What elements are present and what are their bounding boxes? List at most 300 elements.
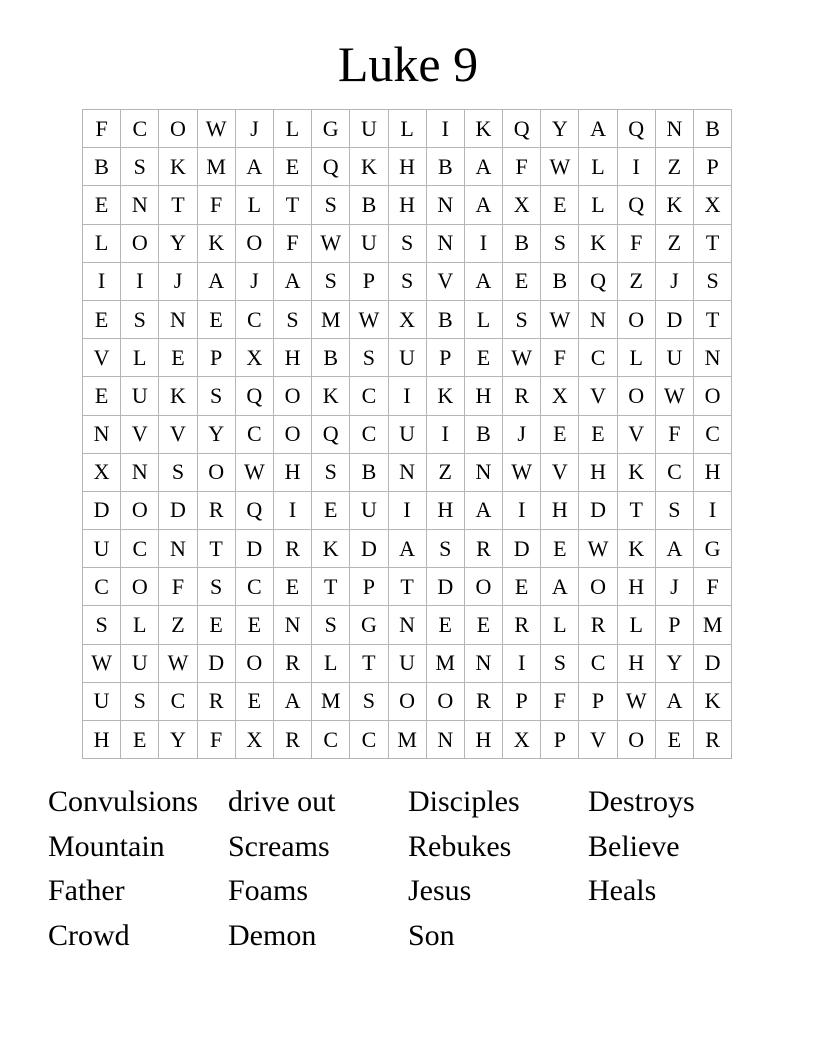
- grid-letter: A: [235, 148, 273, 186]
- grid-letter: D: [694, 644, 732, 682]
- grid-letter: U: [388, 644, 426, 682]
- grid-letter: J: [235, 262, 273, 300]
- grid-row: [83, 300, 732, 338]
- grid-letter: S: [312, 186, 350, 224]
- grid-letter: B: [83, 148, 121, 186]
- grid-letter: U: [83, 682, 121, 720]
- grid-letter: I: [426, 415, 464, 453]
- grid-letter: F: [273, 224, 311, 262]
- grid-letter: S: [312, 453, 350, 491]
- grid-letter: K: [159, 148, 197, 186]
- grid-letter: P: [197, 339, 235, 377]
- grid-letter: L: [312, 644, 350, 682]
- word-list-item: Mountain: [48, 829, 165, 863]
- grid-letter: O: [388, 682, 426, 720]
- grid-letter: N: [464, 644, 502, 682]
- grid-letter: W: [350, 300, 388, 338]
- grid-letter: H: [273, 453, 311, 491]
- grid-letter: L: [464, 300, 502, 338]
- grid-letter: I: [388, 377, 426, 415]
- grid-letter: E: [121, 721, 159, 759]
- grid-letter: A: [273, 682, 311, 720]
- grid-row: [83, 606, 732, 644]
- grid-letter: O: [235, 644, 273, 682]
- grid-letter: I: [694, 491, 732, 529]
- word-list-row: [48, 869, 768, 914]
- grid-letter: O: [617, 721, 655, 759]
- grid-letter: O: [121, 491, 159, 529]
- grid-letter: Z: [159, 606, 197, 644]
- grid-letter: F: [159, 568, 197, 606]
- grid-letter: C: [350, 415, 388, 453]
- grid-letter: O: [694, 377, 732, 415]
- grid-letter: W: [541, 148, 579, 186]
- grid-letter: E: [579, 415, 617, 453]
- grid-letter: R: [579, 606, 617, 644]
- grid-letter: P: [350, 568, 388, 606]
- grid-letter: L: [579, 148, 617, 186]
- grid-letter: Q: [503, 110, 541, 148]
- word-list-row: [48, 780, 768, 825]
- grid-letter: M: [197, 148, 235, 186]
- grid-row: [83, 377, 732, 415]
- grid-letter: A: [464, 186, 502, 224]
- grid-letter: F: [503, 148, 541, 186]
- grid-letter: B: [694, 110, 732, 148]
- grid-letter: A: [273, 262, 311, 300]
- grid-letter: X: [503, 721, 541, 759]
- grid-letter: C: [121, 110, 159, 148]
- word-list-item: Demon: [228, 918, 317, 952]
- grid-letter: O: [617, 377, 655, 415]
- grid-letter: E: [235, 606, 273, 644]
- grid-letter: S: [426, 530, 464, 568]
- grid-letter: L: [617, 339, 655, 377]
- grid-letter: C: [235, 300, 273, 338]
- grid-letter: G: [350, 606, 388, 644]
- grid-row: [83, 110, 732, 148]
- grid-letter: L: [579, 186, 617, 224]
- grid-row: [83, 491, 732, 529]
- grid-letter: J: [159, 262, 197, 300]
- word-list-item: Jesus: [408, 874, 472, 908]
- grid-letter: E: [312, 491, 350, 529]
- grid-letter: W: [541, 300, 579, 338]
- word-list-item: Father: [48, 874, 125, 908]
- grid-letter: N: [426, 186, 464, 224]
- grid-letter: P: [503, 682, 541, 720]
- grid-letter: W: [655, 377, 693, 415]
- grid-letter: U: [388, 339, 426, 377]
- grid-letter: H: [541, 491, 579, 529]
- grid-letter: P: [350, 262, 388, 300]
- grid-letter: Y: [541, 110, 579, 148]
- grid-letter: V: [579, 377, 617, 415]
- word-list-row: [48, 825, 768, 870]
- grid-letter: F: [83, 110, 121, 148]
- grid-letter: E: [273, 568, 311, 606]
- grid-letter: B: [426, 148, 464, 186]
- grid-letter: X: [235, 339, 273, 377]
- grid-letter: N: [426, 224, 464, 262]
- grid-letter: H: [464, 377, 502, 415]
- grid-letter: S: [121, 682, 159, 720]
- grid-letter: N: [273, 606, 311, 644]
- grid-letter: R: [273, 721, 311, 759]
- grid-letter: K: [655, 186, 693, 224]
- grid-letter: K: [426, 377, 464, 415]
- grid-letter: F: [694, 568, 732, 606]
- grid-letter: E: [464, 606, 502, 644]
- grid-letter: R: [197, 491, 235, 529]
- grid-letter: W: [159, 644, 197, 682]
- grid-letter: B: [350, 186, 388, 224]
- grid-letter: Q: [617, 186, 655, 224]
- grid-letter: J: [655, 568, 693, 606]
- grid-letter: E: [83, 300, 121, 338]
- grid-letter: Y: [159, 224, 197, 262]
- grid-letter: U: [350, 224, 388, 262]
- grid-letter: A: [464, 262, 502, 300]
- grid-letter: D: [83, 491, 121, 529]
- grid-letter: O: [121, 224, 159, 262]
- grid-letter: E: [541, 186, 579, 224]
- word-list-item: Convulsions: [48, 785, 199, 819]
- grid-letter: B: [541, 262, 579, 300]
- grid-letter: K: [617, 453, 655, 491]
- grid-letter: Q: [235, 491, 273, 529]
- grid-letter: S: [350, 682, 388, 720]
- grid-letter: Z: [655, 224, 693, 262]
- grid-letter: U: [121, 644, 159, 682]
- grid-letter: F: [541, 339, 579, 377]
- grid-letter: A: [464, 491, 502, 529]
- grid-letter: J: [655, 262, 693, 300]
- grid-letter: W: [503, 339, 541, 377]
- grid-letter: T: [312, 568, 350, 606]
- grid-letter: E: [426, 606, 464, 644]
- grid-letter: S: [694, 262, 732, 300]
- grid-letter: Z: [655, 148, 693, 186]
- grid-letter: D: [503, 530, 541, 568]
- grid-letter: L: [617, 606, 655, 644]
- grid-letter: K: [694, 682, 732, 720]
- grid-letter: M: [426, 644, 464, 682]
- grid-letter: K: [159, 377, 197, 415]
- grid-letter: B: [464, 415, 502, 453]
- grid-letter: O: [235, 224, 273, 262]
- grid-row: [83, 568, 732, 606]
- grid-letter: C: [235, 568, 273, 606]
- grid-letter: E: [655, 721, 693, 759]
- grid-letter: I: [121, 262, 159, 300]
- grid-letter: A: [541, 568, 579, 606]
- grid-letter: E: [197, 300, 235, 338]
- grid-letter: H: [273, 339, 311, 377]
- grid-letter: C: [159, 682, 197, 720]
- grid-row: [83, 339, 732, 377]
- grid-letter: E: [159, 339, 197, 377]
- grid-letter: D: [197, 644, 235, 682]
- grid-letter: U: [83, 530, 121, 568]
- grid-letter: N: [388, 606, 426, 644]
- word-list-row: [48, 914, 768, 959]
- grid-letter: A: [464, 148, 502, 186]
- grid-letter: V: [541, 453, 579, 491]
- grid-letter: E: [541, 415, 579, 453]
- grid-letter: Q: [617, 110, 655, 148]
- word-list-item: Disciples: [408, 785, 520, 819]
- grid-letter: A: [197, 262, 235, 300]
- grid-letter: D: [655, 300, 693, 338]
- grid-letter: S: [350, 339, 388, 377]
- grid-letter: O: [197, 453, 235, 491]
- grid-letter: H: [426, 491, 464, 529]
- grid-letter: U: [350, 110, 388, 148]
- grid-letter: N: [655, 110, 693, 148]
- grid-letter: C: [312, 721, 350, 759]
- grid-letter: H: [617, 568, 655, 606]
- grid-letter: L: [235, 186, 273, 224]
- grid-letter: G: [694, 530, 732, 568]
- grid-letter: O: [273, 377, 311, 415]
- grid-letter: R: [197, 682, 235, 720]
- grid-letter: R: [273, 644, 311, 682]
- grid-letter: P: [426, 339, 464, 377]
- grid-letter: C: [350, 377, 388, 415]
- grid-letter: D: [350, 530, 388, 568]
- grid-letter: S: [655, 491, 693, 529]
- grid-letter: R: [503, 606, 541, 644]
- grid-letter: T: [694, 224, 732, 262]
- grid-row: [83, 721, 732, 759]
- grid-letter: I: [617, 148, 655, 186]
- grid-letter: N: [121, 453, 159, 491]
- grid-letter: U: [350, 491, 388, 529]
- word-list-item: Crowd: [48, 918, 130, 952]
- grid-letter: K: [312, 377, 350, 415]
- grid-letter: X: [503, 186, 541, 224]
- grid-letter: E: [197, 606, 235, 644]
- grid-letter: S: [121, 300, 159, 338]
- grid-letter: T: [273, 186, 311, 224]
- grid-letter: N: [426, 721, 464, 759]
- grid-letter: I: [273, 491, 311, 529]
- grid-letter: L: [273, 110, 311, 148]
- grid-letter: D: [235, 530, 273, 568]
- grid-letter: S: [388, 224, 426, 262]
- grid-letter: H: [388, 148, 426, 186]
- grid-letter: A: [388, 530, 426, 568]
- grid-letter: S: [312, 262, 350, 300]
- grid-letter: E: [273, 148, 311, 186]
- grid-letter: N: [121, 186, 159, 224]
- grid-letter: V: [617, 415, 655, 453]
- word-list-item: drive out: [228, 785, 336, 819]
- grid-letter: R: [273, 530, 311, 568]
- grid-letter: V: [121, 415, 159, 453]
- grid-row: [83, 224, 732, 262]
- grid-letter: L: [388, 110, 426, 148]
- grid-letter: C: [694, 415, 732, 453]
- grid-letter: D: [579, 491, 617, 529]
- grid-letter: C: [655, 453, 693, 491]
- grid-letter: P: [541, 721, 579, 759]
- grid-letter: K: [350, 148, 388, 186]
- word-list-item: Destroys: [588, 785, 695, 819]
- grid-letter: I: [83, 262, 121, 300]
- grid-row: [83, 453, 732, 491]
- grid-letter: E: [464, 339, 502, 377]
- grid-letter: K: [617, 530, 655, 568]
- word-list-item: Son: [408, 918, 455, 952]
- grid-row: [83, 682, 732, 720]
- grid-letter: E: [503, 262, 541, 300]
- grid-letter: P: [579, 682, 617, 720]
- word-list-item: Screams: [228, 829, 330, 863]
- grid-letter: U: [655, 339, 693, 377]
- grid-letter: O: [273, 415, 311, 453]
- grid-letter: T: [617, 491, 655, 529]
- grid-letter: D: [159, 491, 197, 529]
- grid-letter: W: [235, 453, 273, 491]
- word-list: [48, 780, 768, 958]
- grid-letter: U: [388, 415, 426, 453]
- grid-letter: I: [388, 491, 426, 529]
- grid-letter: J: [235, 110, 273, 148]
- grid-letter: Q: [579, 262, 617, 300]
- grid-letter: F: [197, 721, 235, 759]
- grid-letter: C: [235, 415, 273, 453]
- grid-letter: R: [464, 530, 502, 568]
- grid-letter: S: [197, 568, 235, 606]
- grid-letter: S: [503, 300, 541, 338]
- grid-letter: C: [579, 339, 617, 377]
- grid-letter: S: [273, 300, 311, 338]
- grid-row: [83, 262, 732, 300]
- page-title: Luke 9: [337, 36, 479, 92]
- grid-letter: S: [312, 606, 350, 644]
- grid-letter: M: [312, 300, 350, 338]
- grid-letter: W: [617, 682, 655, 720]
- grid-letter: L: [541, 606, 579, 644]
- grid-letter: L: [121, 339, 159, 377]
- grid-letter: A: [579, 110, 617, 148]
- grid-letter: W: [197, 110, 235, 148]
- grid-letter: T: [159, 186, 197, 224]
- grid-letter: Q: [312, 415, 350, 453]
- grid-letter: N: [464, 453, 502, 491]
- grid-letter: P: [694, 148, 732, 186]
- grid-letter: K: [579, 224, 617, 262]
- grid-letter: V: [83, 339, 121, 377]
- grid-letter: X: [694, 186, 732, 224]
- grid-letter: F: [197, 186, 235, 224]
- grid-letter: H: [388, 186, 426, 224]
- grid-letter: I: [464, 224, 502, 262]
- grid-letter: T: [694, 300, 732, 338]
- grid-letter: B: [312, 339, 350, 377]
- grid-letter: S: [159, 453, 197, 491]
- grid-row: [83, 415, 732, 453]
- grid-letter: N: [159, 300, 197, 338]
- grid-letter: B: [503, 224, 541, 262]
- grid-letter: M: [388, 721, 426, 759]
- grid-letter: E: [83, 186, 121, 224]
- grid-letter: W: [312, 224, 350, 262]
- grid-letter: K: [312, 530, 350, 568]
- grid-letter: V: [159, 415, 197, 453]
- grid-letter: O: [121, 568, 159, 606]
- grid-letter: K: [464, 110, 502, 148]
- grid-letter: S: [197, 377, 235, 415]
- grid-letter: A: [655, 530, 693, 568]
- grid-letter: Y: [159, 721, 197, 759]
- grid-letter: O: [464, 568, 502, 606]
- grid-letter: E: [503, 568, 541, 606]
- grid-letter: E: [83, 377, 121, 415]
- grid-letter: N: [579, 300, 617, 338]
- grid-letter: N: [159, 530, 197, 568]
- grid-letter: W: [579, 530, 617, 568]
- grid-letter: O: [617, 300, 655, 338]
- grid-letter: D: [426, 568, 464, 606]
- grid-letter: H: [464, 721, 502, 759]
- grid-letter: I: [426, 110, 464, 148]
- grid-letter: Y: [197, 415, 235, 453]
- grid-letter: O: [579, 568, 617, 606]
- grid-letter: S: [541, 224, 579, 262]
- grid-letter: L: [121, 606, 159, 644]
- grid-letter: C: [121, 530, 159, 568]
- grid-letter: H: [579, 453, 617, 491]
- grid-letter: G: [312, 110, 350, 148]
- word-list-item: Rebukes: [408, 829, 512, 863]
- grid-row: [83, 186, 732, 224]
- grid-letter: Q: [312, 148, 350, 186]
- grid-letter: X: [388, 300, 426, 338]
- grid-letter: W: [83, 644, 121, 682]
- grid-letter: Y: [655, 644, 693, 682]
- grid-row: [83, 148, 732, 186]
- grid-letter: X: [541, 377, 579, 415]
- grid-letter: I: [503, 644, 541, 682]
- grid-letter: M: [312, 682, 350, 720]
- grid-letter: E: [235, 682, 273, 720]
- grid-letter: C: [579, 644, 617, 682]
- grid-letter: Z: [617, 262, 655, 300]
- grid-letter: J: [503, 415, 541, 453]
- grid-letter: B: [350, 453, 388, 491]
- grid-letter: Z: [426, 453, 464, 491]
- grid-letter: C: [350, 721, 388, 759]
- grid-letter: A: [655, 682, 693, 720]
- grid-letter: S: [541, 644, 579, 682]
- grid-letter: L: [83, 224, 121, 262]
- grid-row: [83, 530, 732, 568]
- grid-letter: T: [350, 644, 388, 682]
- grid-letter: T: [388, 568, 426, 606]
- grid-letter: S: [83, 606, 121, 644]
- word-list-item: Heals: [588, 874, 657, 908]
- grid-letter: H: [617, 644, 655, 682]
- word-search-grid: [82, 109, 732, 759]
- word-list-item: Foams: [228, 874, 309, 908]
- grid-letter: U: [121, 377, 159, 415]
- grid-letter: S: [121, 148, 159, 186]
- grid-letter: X: [235, 721, 273, 759]
- grid-letter: Q: [235, 377, 273, 415]
